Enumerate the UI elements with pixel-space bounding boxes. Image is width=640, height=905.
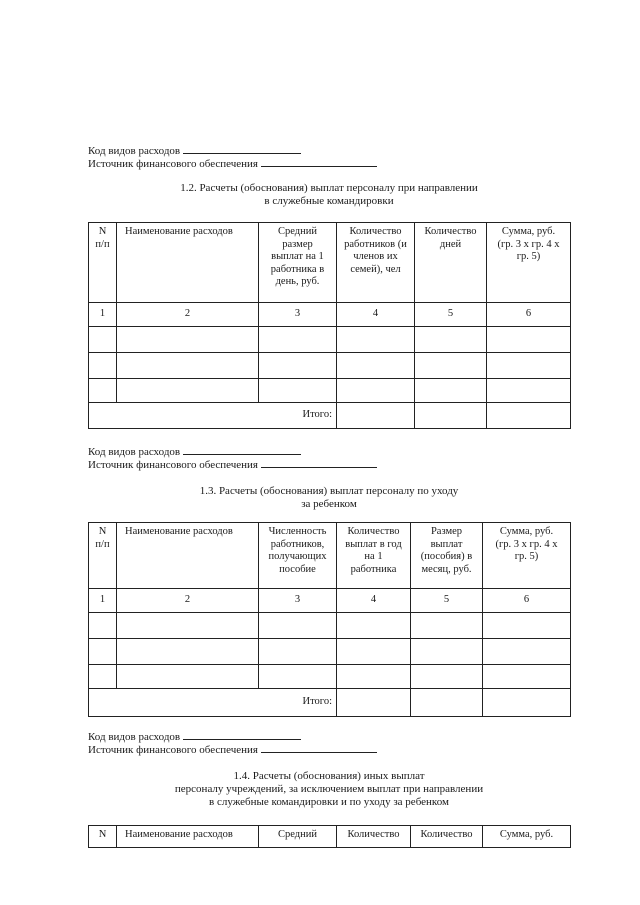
col-header-expense-name: Наименование расходов (117, 523, 259, 589)
expense-code-blank[interactable] (183, 143, 301, 154)
column-number: 6 (483, 589, 571, 613)
col-header-recipients: Численность работников, получающих пособие (259, 523, 337, 589)
col-header-days: Количество дней (415, 223, 487, 303)
table-row (89, 327, 571, 353)
total-cell[interactable] (411, 689, 483, 717)
table-cell[interactable] (487, 353, 571, 379)
table-cell[interactable] (89, 379, 117, 403)
expense-code-label: Код видов расходов (88, 731, 181, 743)
table-cell[interactable] (259, 379, 337, 403)
col-header-avg-payment: Средний размер выплат на 1 работника в день, руб. (259, 223, 337, 303)
table-row (89, 665, 571, 689)
total-label: Итого: (89, 689, 337, 717)
col-header-sum: Сумма, руб. (гр. 3 x гр. 4 x гр. 5) (483, 523, 571, 589)
column-number: 5 (411, 589, 483, 613)
column-number-row (89, 589, 571, 613)
col-header-number: N п/п (89, 523, 117, 589)
table-header-row (89, 523, 571, 589)
total-row (89, 403, 571, 429)
funding-source-blank[interactable] (261, 457, 377, 468)
table-cell[interactable] (89, 327, 117, 353)
funding-source-label: Источник финансового обеспечения (88, 158, 258, 170)
table-cell[interactable] (89, 353, 117, 379)
col-header-quantity-2: Количество (411, 826, 483, 848)
table-header-row (89, 223, 571, 303)
column-number-row (89, 303, 571, 327)
childcare-payments-table (88, 522, 571, 717)
section-title-1-2 (88, 182, 570, 208)
table-header-row (89, 826, 571, 848)
table-cell[interactable] (117, 379, 259, 403)
col-header-sum: Сумма, руб. (483, 826, 571, 848)
table-cell[interactable] (117, 613, 259, 639)
section-title-1-4 (88, 770, 570, 809)
total-cell[interactable] (337, 689, 411, 717)
table-cell[interactable] (259, 665, 337, 689)
table-row (89, 639, 571, 665)
column-number: 1 (89, 589, 117, 613)
section-title-line: в служебные командировки (264, 195, 394, 207)
total-label: Итого: (89, 403, 337, 429)
col-header-number: N п/п (89, 223, 117, 303)
section-title-line: в служебные командировки и по уходу за ребенком (209, 796, 449, 808)
col-header-monthly-amount: Размер выплат (пособия) в месяц, руб. (411, 523, 483, 589)
section-title-line: 1.3. Расчеты (обоснования) выплат персоналу по уходу (199, 485, 459, 497)
travel-payments-table (88, 222, 571, 429)
table-cell[interactable] (117, 353, 259, 379)
other-payments-table (88, 825, 571, 848)
expense-code-blank[interactable] (183, 729, 301, 740)
table-cell[interactable] (415, 327, 487, 353)
table-cell[interactable] (259, 639, 337, 665)
expense-code-label: Код видов расходов (88, 145, 181, 157)
table-cell[interactable] (89, 665, 117, 689)
section-title-1-3 (88, 485, 570, 511)
table-cell[interactable] (411, 639, 483, 665)
table-cell[interactable] (337, 353, 415, 379)
funding-source-label: Источник финансового обеспечения (88, 459, 258, 471)
table-cell[interactable] (483, 613, 571, 639)
column-number: 3 (259, 589, 337, 613)
table-row (89, 353, 571, 379)
col-header-expense-name: Наименование расходов (117, 826, 259, 848)
table-cell[interactable] (259, 327, 337, 353)
table-cell[interactable] (483, 665, 571, 689)
table-row (89, 379, 571, 403)
col-header-employee-count: Количество работников (и членов их семей), чел (337, 223, 415, 303)
table-cell[interactable] (483, 639, 571, 665)
table-cell[interactable] (117, 639, 259, 665)
section-title-line: 1.4. Расчеты (обоснования) иных выплат (233, 770, 425, 782)
section-title-line: персоналу учреждений, за исключением выплат при направлении (174, 783, 484, 795)
table-row (89, 613, 571, 639)
column-number: 2 (117, 303, 259, 327)
col-header-quantity: Количество (337, 826, 411, 848)
expense-code-blank[interactable] (183, 444, 301, 455)
funding-source-blank[interactable] (261, 156, 377, 167)
table-cell[interactable] (337, 665, 411, 689)
table-cell[interactable] (415, 379, 487, 403)
column-number: 1 (89, 303, 117, 327)
table-cell[interactable] (415, 353, 487, 379)
funding-source-label: Источник финансового обеспечения (88, 744, 258, 756)
section-title-line: 1.2. Расчеты (обоснования) выплат персоналу при направлении (180, 182, 478, 194)
table-cell[interactable] (259, 613, 337, 639)
column-number: 5 (415, 303, 487, 327)
funding-source-field-1 (88, 156, 377, 171)
total-row (89, 689, 571, 717)
funding-source-field-3 (88, 742, 377, 757)
col-header-expense-name: Наименование расходов (117, 223, 259, 303)
funding-source-blank[interactable] (261, 742, 377, 753)
col-header-avg: Средний (259, 826, 337, 848)
table-cell[interactable] (337, 379, 415, 403)
total-cell[interactable] (337, 403, 415, 429)
column-number: 6 (487, 303, 571, 327)
column-number: 3 (259, 303, 337, 327)
total-cell[interactable] (415, 403, 487, 429)
total-cell[interactable] (483, 689, 571, 717)
funding-source-field-2 (88, 457, 377, 472)
table-cell[interactable] (117, 665, 259, 689)
table-cell[interactable] (117, 327, 259, 353)
table-cell[interactable] (337, 639, 411, 665)
table-cell[interactable] (411, 613, 483, 639)
table-cell[interactable] (487, 327, 571, 353)
table-cell[interactable] (487, 379, 571, 403)
section-title-line: за ребенком (301, 498, 357, 510)
table-cell[interactable] (411, 665, 483, 689)
col-header-sum: Сумма, руб. (гр. 3 x гр. 4 x гр. 5) (487, 223, 571, 303)
col-header-payments-per-year: Количество выплат в год на 1 работника (337, 523, 411, 589)
table-cell[interactable] (89, 613, 117, 639)
column-number: 4 (337, 303, 415, 327)
column-number: 2 (117, 589, 259, 613)
expense-code-label: Код видов расходов (88, 446, 181, 458)
table-cell[interactable] (89, 639, 117, 665)
total-cell[interactable] (487, 403, 571, 429)
table-cell[interactable] (259, 353, 337, 379)
table-cell[interactable] (337, 327, 415, 353)
col-header-number: N (89, 826, 117, 848)
column-number: 4 (337, 589, 411, 613)
table-cell[interactable] (337, 613, 411, 639)
